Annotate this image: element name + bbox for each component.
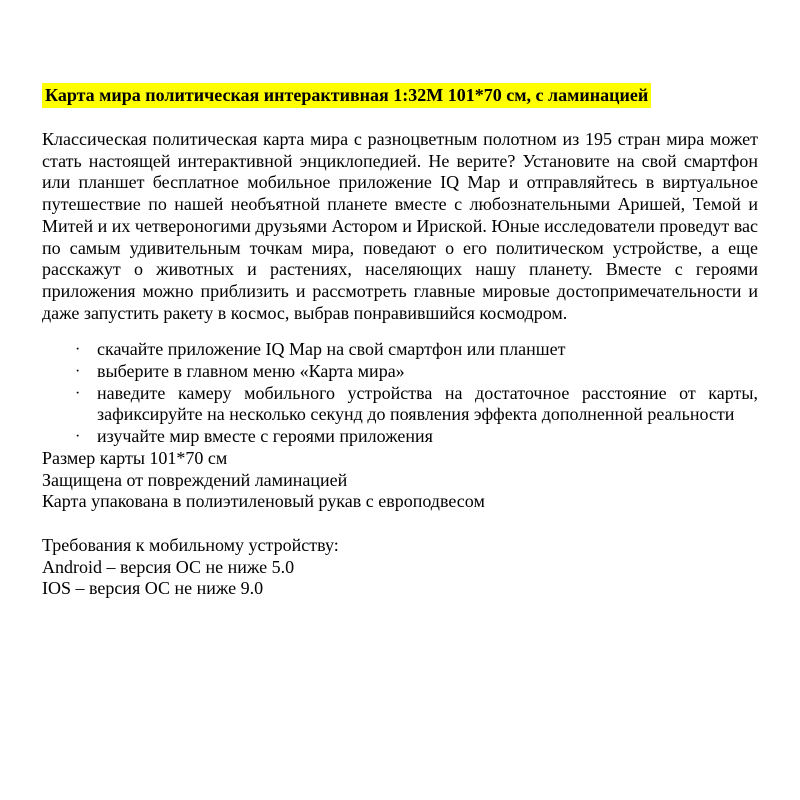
list-item <box>42 383 758 426</box>
title-highlight: Карта мира политическая интерактивная 1:32М 101*70 см, с ламинацией <box>42 83 651 108</box>
list-item-text: скачайте приложение IQ Map на свой смартфон или планшет <box>97 339 566 360</box>
bullet-dot: · <box>75 428 81 446</box>
list-item <box>42 426 758 448</box>
page-title <box>42 82 758 108</box>
product-description: Классическая политическая карта мира с разноцветным полотном из 195 стран мира может стать настоящей интерактивной энциклопедией. Не верите? Установите на свой смартфон или планшет бесплатное мобильное приложение IQ Map и отправляйтесь в виртуальное путешествие по нашей необъятной планете вместе с любознательными Аришей, Темой и Митей и их четвероногими друзьями Астором и Ириской. Юные исследователи проведут вас по самым удивительным точкам мира, поведают о его политическом устройстве, а еще расскажут о животных и растениях, населяющих нашу планету. Вместе с героями приложения можно приблизить и рассмотреть главные мировые достопримечательности и даже запустить ракету в космос, выбрав понравившийся космодром. <box>42 129 758 323</box>
list-item-text: наведите камеру мобильного устройства на достаточное расстояние от карты, зафиксируйте на несколько секунд до появления эффекта дополненной реальности <box>97 382 758 425</box>
requirements-heading: Требования к мобильному устройству: <box>42 534 339 555</box>
spec-lamination: Защищена от повреждений ламинацией <box>42 469 348 490</box>
bullet-dot: · <box>75 341 81 359</box>
spec-size: Размер карты 101*70 см <box>42 447 228 468</box>
bullet-dot: · <box>75 363 81 381</box>
instructions-list <box>42 339 758 448</box>
blank-line <box>42 513 758 535</box>
requirement-android: Android – версия ОС не ниже 5.0 <box>42 556 295 577</box>
list-item-text: выберите в главном меню «Карта мира» <box>97 361 405 382</box>
list-item <box>42 361 758 383</box>
bullet-dot: · <box>75 384 81 402</box>
spec-packaging: Карта упакована в полиэтиленовый рукав с европодвесом <box>42 491 485 512</box>
list-item-text: изучайте мир вместе с героями приложения <box>97 426 433 447</box>
requirement-ios: IOS – версия ОС не ниже 9.0 <box>42 578 264 599</box>
list-item <box>42 339 758 361</box>
